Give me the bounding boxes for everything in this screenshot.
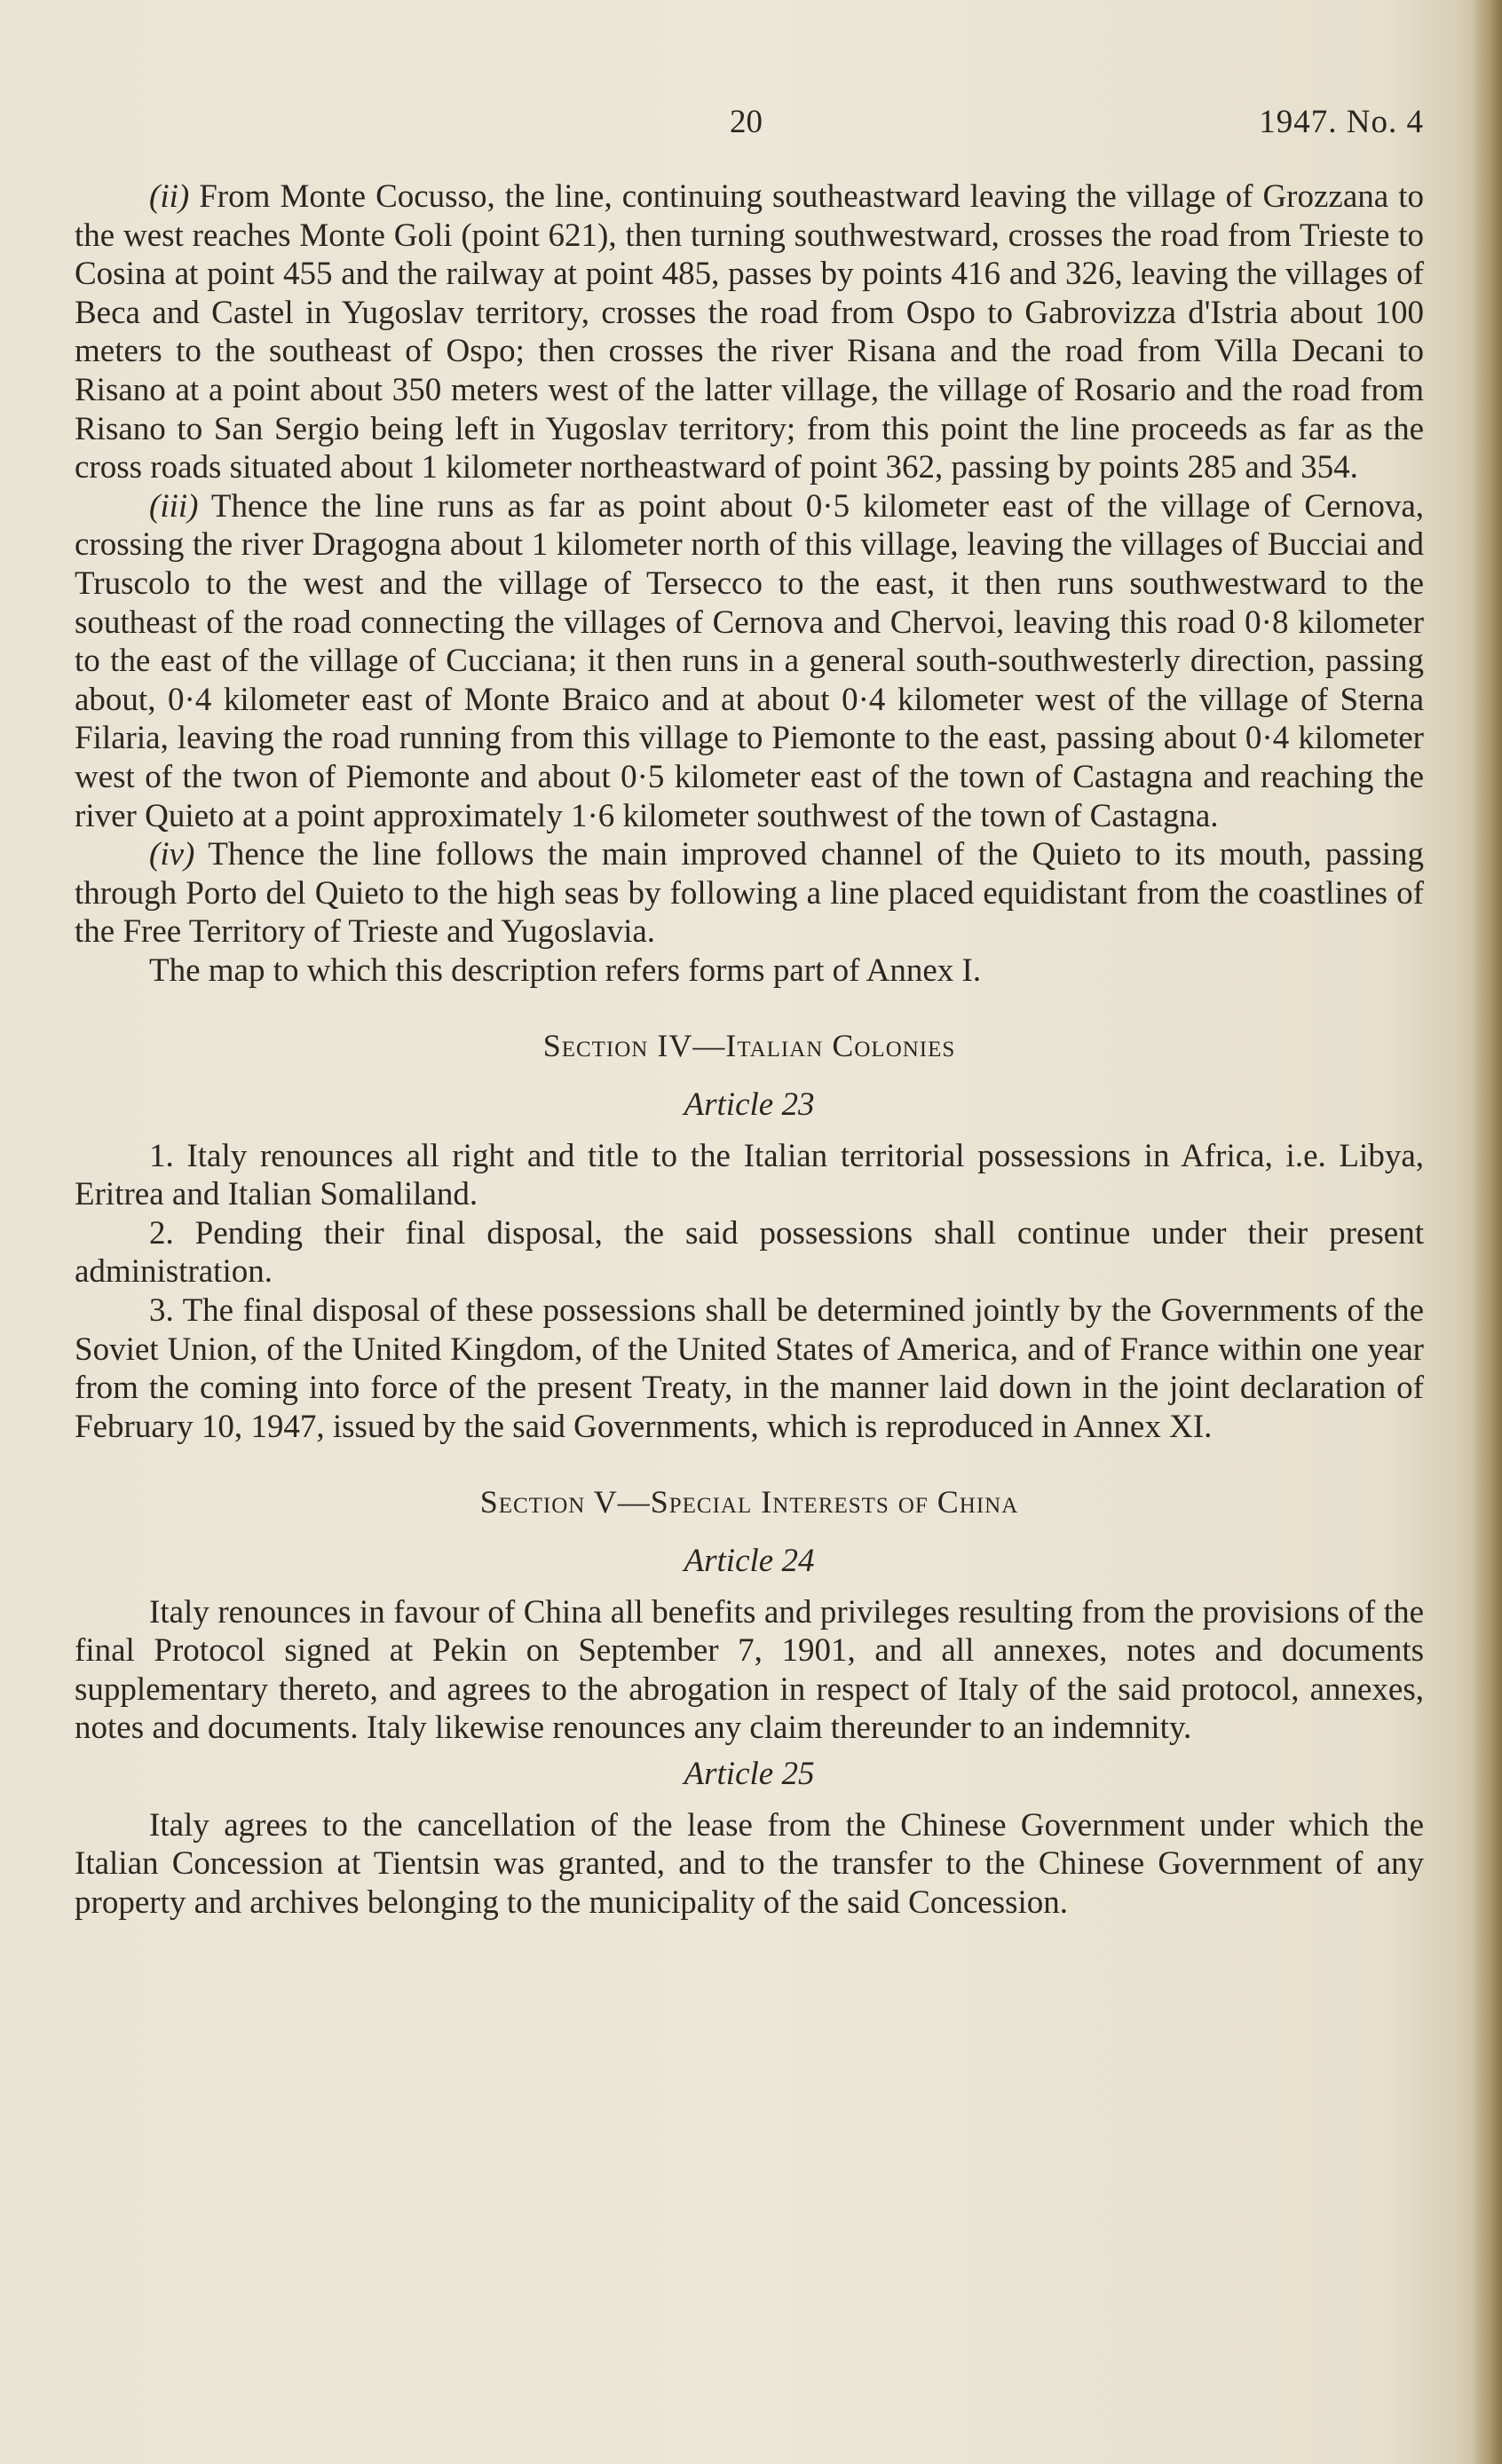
page-number: 20 bbox=[730, 104, 763, 140]
article-25-title: Article 25 bbox=[684, 1755, 815, 1792]
clause-text: From Monte Cocusso, the line, continuing southeastward leaving the village of Grozzana to the west reaches Monte Goli (point 621), then turning southwestward, crosses the road from Trieste to Cosina at point 455 and the railway at point 485, passes by points 416 and 326, leaving the villages of Beca and Castel in Yugoslav territory, crosses the road from Ospo to Gabrovizza d'Istria about 100 meters to the southeast of Ospo; then crosses the river Risana and the road from Villa Decani to Risano at a point about 350 meters west of the latter village, the village of Rosario and the road from Risano to San Sergio being left in Yugoslav territory; from this point the line proceeds as far as the cross roads situated about 1 kilometer northeastward of point 362, passing by points 285 and 354. bbox=[75, 178, 1424, 486]
article-24-title: Article 24 bbox=[684, 1543, 815, 1579]
clause-number: (ii) bbox=[149, 178, 190, 215]
article-24-paragraph: Italy renounces in favour of China all benefits and privileges resulting from the provisions of the final Protocol signed at Pekin on September 7, 1901, and all annexes, notes and documents supplementary thereto, and agrees to the abrogation in respect of Italy of the said protocol, annexes, notes and documents. Italy likewise renounces any claim thereunder to an indemnity. bbox=[75, 1593, 1424, 1747]
paragraph-iii bbox=[75, 487, 1424, 835]
clause-number: (iv) bbox=[149, 836, 195, 873]
paragraph-map-note: The map to which this description refers forms part of Annex I. bbox=[149, 952, 982, 989]
article-23-paragraph-3: 3. The final disposal of these possessions shall be determined jointly by the Governments of the Soviet Union, of the United Kingdom, of the United States of America, and of France within one year from the coming into force of the present Treaty, in the manner laid down in the joint declaration of February 10, 1947, issued by the said Governments, which is reproduced in Annex XI. bbox=[75, 1292, 1424, 1445]
article-23-paragraph-2: 2. Pending their final disposal, the said possessions shall continue under their present administration. bbox=[75, 1214, 1424, 1291]
running-head: 1947. No. 4 bbox=[1259, 104, 1424, 140]
section-iv-heading: Section IV—Italian Colonies bbox=[542, 1028, 956, 1064]
clause-number: (iii) bbox=[149, 487, 199, 525]
document-body bbox=[75, 178, 1424, 1922]
page-edge-shadow bbox=[1472, 0, 1502, 2464]
section-v-heading: Section V—Special Interests of China bbox=[479, 1484, 1019, 1520]
article-23-paragraph-1: 1. Italy renounces all right and title to the Italian territorial possessions in Africa, i.e. Libya, Eritrea and Italian Somaliland. bbox=[75, 1137, 1424, 1213]
clause-text: Thence the line follows the main improved channel of the Quieto to its mouth, passing through Porto del Quieto to the high seas by following a line placed equidistant from the coastlines of the Free Territory of Trieste and Yugoslavia. bbox=[75, 836, 1424, 951]
article-23-title: Article 23 bbox=[684, 1086, 815, 1124]
clause-text: Thence the line runs as far as point about 0·5 kilometer east of the village of Cernova, crossing the river Dragogna about 1 kilometer north of this village, leaving the villages of Bucciai and Truscolo to the west and the village of Tersecco to the east, it then runs southwestward to the southeast of the road connecting the villages of Cernova and Chervoi, leaving this road 0·8 kilometer to the east of the village of Cucciana; it then runs in a general south-southwesterly direction, passing about, 0·4 kilometer east of Monte Braico and at about 0·4 kilometer west of the village of Sterna Filaria, leaving the road running from this village to Piemonte to the east, passing about 0·4 kilometer west of the twon of Piemonte and about 0·5 kilometer east of the town of Castagna and reaching the river Quieto at a point approximately 1·6 kilometer southwest of the town of Castagna. bbox=[75, 487, 1424, 834]
page-header bbox=[75, 103, 1424, 151]
paragraph-ii bbox=[75, 178, 1424, 487]
paragraph-iv bbox=[75, 835, 1424, 952]
article-25-paragraph: Italy agrees to the cancellation of the lease from the Chinese Government under which the Italian Concession at Tientsin was granted, and to the transfer to the Chinese Government of any property and archives belonging to the municipality of the said Concession. bbox=[75, 1806, 1424, 1921]
